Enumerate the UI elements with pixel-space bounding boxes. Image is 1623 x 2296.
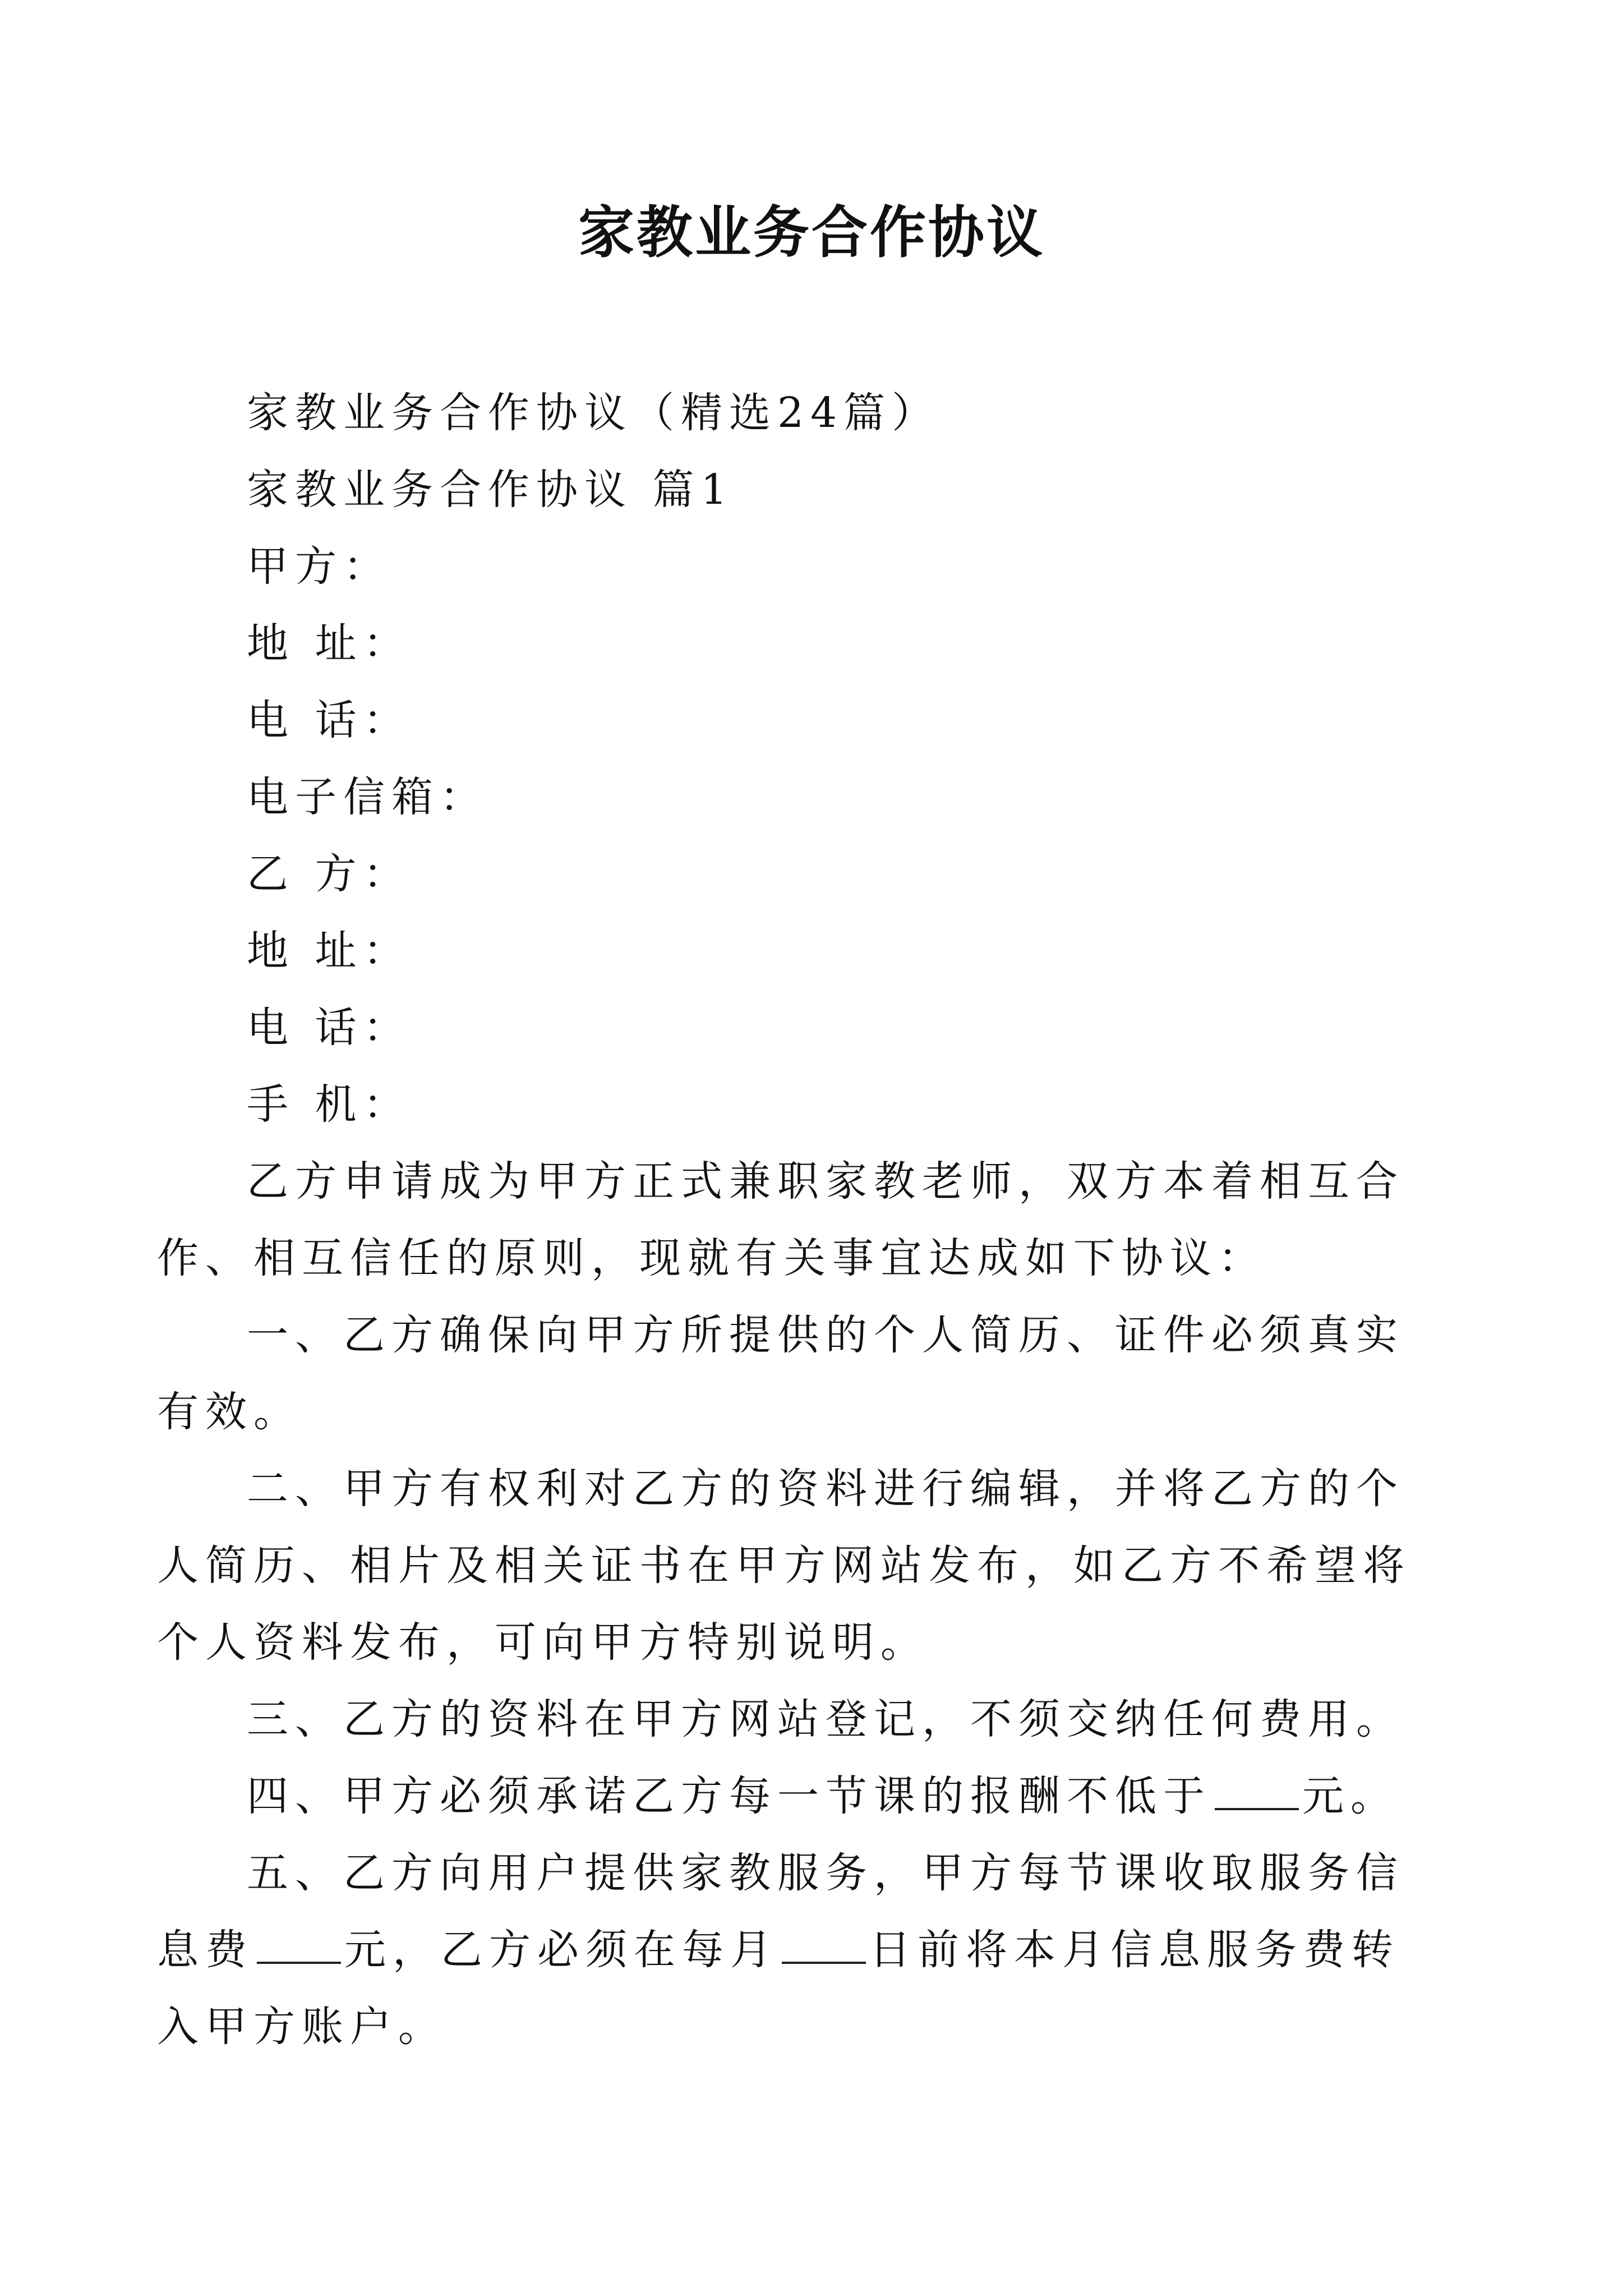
clause-3-line: 三、乙方的资料在甲方网站登记，不须交纳任何费用。 [247,1695,1404,1743]
clause-1-line: 有效。 [157,1388,302,1436]
day-blank [782,1927,866,1964]
clause-5-line: 五、乙方向用户提供家教服务，甲方每节课收取服务信 [247,1849,1404,1897]
clause-5-text: 日前将本月信息服务费转 [869,1926,1400,1974]
clause-1-line: 一、乙方确保向甲方所提供的个人简历、证件必须真实 [247,1311,1404,1359]
party-b-phone: 电 话： [247,1004,412,1052]
clause-4-line [247,1758,1402,1835]
fee-blank [1215,1773,1299,1810]
subtitle: 家教业务合作协议（精选24篇） [247,389,940,437]
clause-2-line: 二、甲方有权利对乙方的资料进行编辑，并将乙方的个 [247,1465,1404,1513]
party-b-address: 地 址： [247,927,412,975]
clause-4-text: 四、甲方必须承诺乙方每一节课的报酬不低于 [247,1772,1211,1820]
party-b-label: 乙 方： [247,850,412,898]
intro-line: 作、相互信任的原则，现就有关事宜达成如下协议： [157,1234,1266,1282]
clause-5-text: 息费 [157,1926,253,1974]
party-a-email: 电子信箱： [247,773,488,821]
clause-5-text: 元，乙方必须在每月 [344,1926,778,1974]
document-title: 家教业务合作协议 [578,200,1045,265]
party-a-label: 甲方： [247,542,391,591]
clause-5-line [157,1912,1402,1989]
party-a-address: 地 址： [247,619,412,668]
intro-line: 乙方申请成为甲方正式兼职家教老师，双方本着相互合 [247,1157,1404,1205]
clause-4-text: 元。 [1302,1772,1399,1820]
info-fee-blank [257,1927,341,1964]
document-body [157,375,1411,2065]
clause-5-line: 入甲方账户。 [157,2003,446,2051]
party-b-mobile: 手 机： [247,1080,412,1129]
section-heading: 家教业务合作协议 篇1 [247,466,734,514]
party-a-phone: 电 话： [247,696,412,744]
clause-2-line: 个人资料发布，可向甲方特别说明。 [157,1618,929,1667]
clause-2-line: 人简历、相片及相关证书在甲方网站发布，如乙方不希望将 [157,1542,1411,1590]
